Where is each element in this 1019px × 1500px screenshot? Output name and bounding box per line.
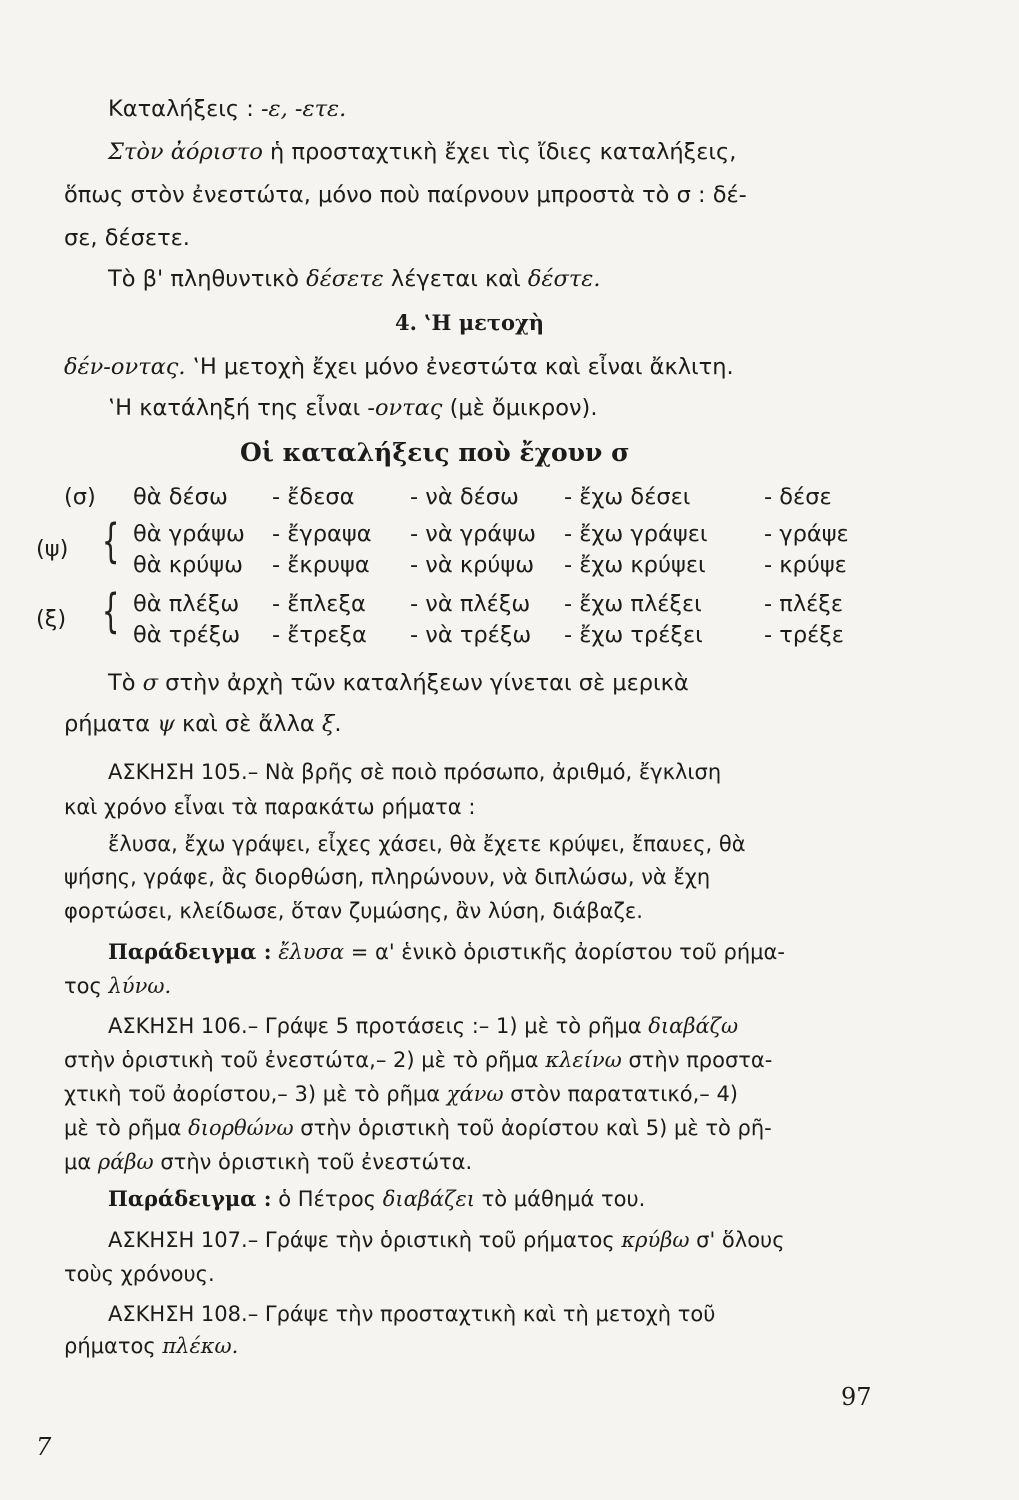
- paragraph-text: ἡ προσταχτικὴ ἔχει τὶς ἴδιες καταλήξεις,: [262, 139, 737, 165]
- example-text: τος: [64, 974, 109, 998]
- signature-mark: 7: [36, 1433, 52, 1461]
- table-cell: θὰ κρύψω: [133, 552, 243, 578]
- exercise-text: φορτώσει, κλείδωσε, ὅταν ζυμώσης, ἂν λύση, διάβαζε.: [64, 899, 643, 923]
- exercise-text: χτικὴ τοῦ ἀορίστου,– 3) μὲ τὸ ρῆμα: [64, 1082, 447, 1106]
- paragraph-text: σε, δέσετε.: [64, 225, 190, 251]
- exercise-text: στὸν παρατατικό,– 4): [503, 1082, 738, 1106]
- paragraph-text: στὴν ἀρχὴ τῶν καταλήξεων γίνεται σὲ μερικὰ: [158, 670, 689, 696]
- paragraph-text: Τὸ β' πληθυντικὸ: [108, 266, 307, 292]
- exercise-text: καὶ χρόνο εἶναι τὰ παρακάτω ρήματα :: [64, 795, 476, 819]
- paragraph-text: (μὲ ὄμικρον).: [442, 395, 598, 421]
- table-cell: θὰ δέσω: [133, 484, 228, 510]
- table-cell: θὰ τρέξω: [133, 622, 241, 648]
- exercise-text: ΑΣΚΗΣΗ 108.– Γράψε τὴν προσταχτικὴ καὶ τὴ μετοχὴ τοῦ: [108, 1302, 716, 1326]
- paragraph-text: .: [334, 711, 342, 737]
- table-cell: - γράψε: [764, 521, 849, 547]
- table-cell: θὰ γράψω: [133, 521, 245, 547]
- group-label: (ξ): [36, 606, 67, 632]
- example-word: ἔλυσα: [271, 940, 345, 964]
- table-heading: Οἱ καταλήξεις ποὺ ἔχουν σ: [240, 438, 630, 467]
- paragraph-text: καὶ σὲ ἄλλα: [174, 711, 322, 737]
- exercise-text: ψήσης, γράφε, ἂς διορθώση, πληρώνουν, νὰ διπλώσω, νὰ ἔχη: [64, 865, 711, 889]
- example-text: = α' ἑνικὸ ὁριστικῆς ἀορίστου τοῦ ρήμα-: [344, 940, 785, 964]
- exercise-text: ΑΣΚΗΣΗ 107.– Γράψε τὴν ὁριστικὴ τοῦ ρήματος: [108, 1228, 622, 1252]
- page-number: 97: [841, 1383, 872, 1411]
- paragraph-text: ρήματα: [64, 711, 158, 737]
- table-cell: - ἔχω δέσει: [564, 484, 691, 510]
- exercise-verb: πλέκω.: [162, 1334, 239, 1358]
- group-label: (ψ): [36, 536, 69, 562]
- exercise-text: σ' ὅλους: [689, 1228, 785, 1252]
- paragraph-text: ὅπως στὸν ἐνεστώτα, μόνο ποὺ παίρνουν μπροστὰ τὸ σ : δέ-: [64, 182, 747, 208]
- exercise-text: ἔλυσα, ἔχω γράψει, εἶχες χάσει, θὰ ἔχετε κρύψει, ἔπαυες, θὰ: [108, 832, 746, 856]
- exercise-text: ΑΣΚΗΣΗ 106.– Γράψε 5 προτάσεις :– 1) μὲ τὸ ρῆμα: [108, 1014, 649, 1038]
- aorist-term: Στὸν ἀόριστο: [108, 139, 263, 165]
- table-cell: - νὰ κρύψω: [410, 552, 535, 578]
- exercise-verb: ράβω: [97, 1150, 154, 1174]
- example-label: Παράδειγμα :: [108, 1186, 272, 1211]
- example-label: Παράδειγμα :: [108, 939, 272, 964]
- verb-form: δέσετε: [306, 266, 384, 292]
- exercise-verb: κλείνω: [545, 1048, 622, 1072]
- verb-form: δέστε.: [527, 266, 601, 292]
- table-cell: - νὰ δέσω: [410, 484, 519, 510]
- exercise-text: ρήματος: [64, 1334, 163, 1358]
- exercise-text: στὴν ὁριστικὴ τοῦ ἀορίστου καὶ 5) μὲ τὸ ρῆ-: [293, 1116, 772, 1140]
- exercise-text: μα: [64, 1150, 98, 1174]
- table-cell: - ἔχω τρέξει: [564, 622, 703, 648]
- example-text: τὸ μάθημά του.: [474, 1187, 646, 1211]
- exercise-text: τοὺς χρόνους.: [64, 1262, 215, 1286]
- letter-psi: ψ: [157, 711, 175, 737]
- table-cell: - ἔγραψα: [272, 521, 372, 547]
- letter-sigma: σ: [142, 670, 159, 696]
- table-cell: θὰ πλέξω: [133, 591, 240, 617]
- endings-label: Καταλήξεις :: [108, 96, 261, 122]
- table-cell: - ἔτρεξα: [272, 622, 367, 648]
- exercise-text: μὲ τὸ ρῆμα: [64, 1116, 189, 1140]
- example-text: ὁ Πέτρος: [271, 1187, 383, 1211]
- group-bracket: {: [101, 514, 120, 568]
- table-cell: - νὰ γράψω: [410, 521, 536, 547]
- table-cell: - ἔδεσα: [272, 484, 355, 510]
- table-cell: - ἔχω πλέξει: [564, 591, 702, 617]
- participle-word: δέν-οντας.: [64, 354, 186, 380]
- example-word: διαβάζει: [382, 1187, 475, 1211]
- group-bracket: {: [101, 584, 120, 638]
- table-cell: - κρύψε: [764, 552, 847, 578]
- exercise-verb: κρύβω: [621, 1228, 690, 1252]
- exercise-verb: διορθώνω: [188, 1116, 294, 1140]
- exercise-verb: χάνω: [446, 1082, 504, 1106]
- exercise-text: στὴν προστα-: [621, 1048, 773, 1072]
- table-cell: - πλέξε: [764, 591, 844, 617]
- table-cell: - νὰ τρέξω: [410, 622, 532, 648]
- table-cell: - νὰ πλέξω: [410, 591, 531, 617]
- exercise-text: στὴν ὁριστικὴ τοῦ ἐνεστώτα,– 2) μὲ τὸ ρῆμα: [64, 1048, 546, 1072]
- paragraph-text: Τὸ: [108, 670, 143, 696]
- letter-xi: ξ: [321, 711, 335, 737]
- group-label: (σ): [64, 484, 96, 510]
- exercise-verb: διαβάζω: [648, 1014, 739, 1038]
- table-cell: - ἔχω κρύψει: [564, 552, 706, 578]
- paragraph-text: ‛Η μετοχὴ ἔχει μόνο ἐνεστώτα καὶ εἶναι ἄκλιτη.: [185, 354, 734, 380]
- table-cell: - δέσε: [764, 484, 832, 510]
- table-cell: - τρέξε: [764, 622, 844, 648]
- section-heading: 4. ‛Η μετοχὴ: [395, 310, 545, 335]
- example-word: λύνω.: [108, 974, 172, 998]
- endings-values: -ε, -ετε.: [260, 96, 347, 122]
- exercise-text: ΑΣΚΗΣΗ 105.– Νὰ βρῆς σὲ ποιὸ πρόσωπο, ἀριθμό, ἔγκλιση: [108, 760, 722, 784]
- table-cell: - ἔχω γράψει: [564, 521, 708, 547]
- paragraph-text: λέγεται καὶ: [383, 266, 528, 292]
- participle-ending: -οντας: [367, 395, 443, 421]
- table-cell: - ἔκρυψα: [272, 552, 370, 578]
- table-cell: - ἔπλεξα: [272, 591, 366, 617]
- exercise-text: στὴν ὁριστικὴ τοῦ ἐνεστώτα.: [153, 1150, 473, 1174]
- paragraph-text: ‛Η κατάληξή της εἶναι: [108, 395, 368, 421]
